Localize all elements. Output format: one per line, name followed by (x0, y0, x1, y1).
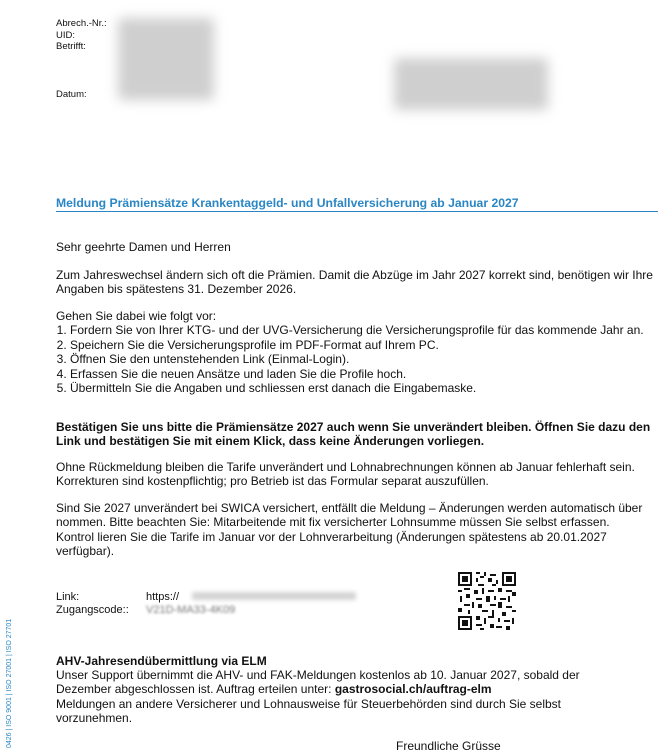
steps-intro: Gehen Sie dabei wie folgt vor: (56, 309, 217, 323)
code-value: V21D-MA33-4K09 (146, 604, 236, 616)
elm-text: Unser Support übernimmt die AHV- und FAK-Meldungen kostenlos ab 10. Januar 2027, sobald der Dezember abgeschlossen ist. Auftrag erteilen unter: (56, 668, 580, 697)
list-item: 3. Öffnen Sie den untenstehenden Link (Einmal-Login). (70, 352, 658, 366)
meta-label-uid: UID: (56, 30, 75, 41)
redacted-meta-values (118, 18, 214, 100)
elm-heading: AHV-Jahresendübermittlung via ELM (56, 654, 267, 668)
list-item: 5. Übermitteln Sie die Angaben und schliessen erst danach die Eingabemaske. (70, 381, 658, 395)
no-reply-paragraph: Ohne Rückmeldung bleiben die Tarife unverändert und Lohnabrechnungen können ab Januar fehlerhaft sein. Korrekturen sind kostenpflichtig; pro Betrieb ist das Formular separat auszufüllen. (56, 460, 635, 489)
subject-title: Meldung Prämiensätze Krankentaggeld- und Unfallversicherung ab Januar 2027 (56, 196, 519, 210)
redacted-link (192, 592, 356, 600)
elm-text-after: Meldungen an andere Versicherer und Lohnausweise für Steuerbehörden sind durch Sie selbst vorzunehmen. (56, 696, 561, 726)
subject-divider (56, 211, 658, 212)
list-item: 4. Erfassen Sie die neuen Ansätze und laden Sie die Profile hoch. (70, 367, 658, 381)
meta-label-abrech: Abrech.-Nr.: (56, 18, 107, 29)
meta-label-datum: Datum: (56, 89, 87, 100)
closing: Freundliche Grüsse (396, 739, 501, 753)
elm-link[interactable]: gastrosocial.ch/auftrag-elm (334, 682, 492, 697)
list-item: 1. Fordern Sie von Ihrer KTG- und der UVG-Versicherung die Versicherungsprofile für das kommende Jahr an. (70, 323, 658, 337)
meta-label-betrifft: Betrifft: (56, 41, 86, 52)
qr-code-icon (458, 572, 516, 630)
steps-section (56, 309, 658, 395)
elm-paragraph (56, 668, 616, 726)
intro-paragraph: Zum Jahreswechsel ändern sich oft die Prämien. Damit die Abzüge im Jahr 2027 korrekt sind, benötigen wir Ihre Angaben bis spätestens 31. Dezember 2026. (56, 268, 653, 297)
code-label: Zugangscode:: (56, 604, 129, 616)
bold-notice: Bestätigen Sie uns bitte die Prämiensätze 2027 auch wenn Sie unverändert bleiben. Öffnen Sie dazu den Link und bestätigen Sie mit einem Klick, dass keine Änderungen vorliegen. (56, 420, 651, 449)
side-note: 0426 | ISO 9001 | ISO 27001 | ISO 27701 (6, 618, 13, 748)
link-value[interactable]: https:// (146, 591, 180, 603)
steps-list (56, 323, 658, 395)
swica-paragraph: Sind Sie 2027 unverändert bei SWICA versichert, entfällt die Meldung – Änderungen werden automatisch über nommen. Bitte beachten Sie: Mitarbeitende mit fix versicherter Lohnsumme müssen Sie selbst erfassen. Kontrol lieren Sie die Tarife im Januar vor der Lohnverarbeitung (Änderungen spätestens ab 20.01.2027 verfügbar). (56, 501, 643, 559)
redacted-address (394, 58, 548, 110)
salutation: Sehr geehrte Damen und Herren (56, 240, 231, 254)
list-item: 2. Speichern Sie die Versicherungsprofile im PDF-Format auf Ihrem PC. (70, 338, 658, 352)
link-label: Link: (56, 591, 80, 603)
